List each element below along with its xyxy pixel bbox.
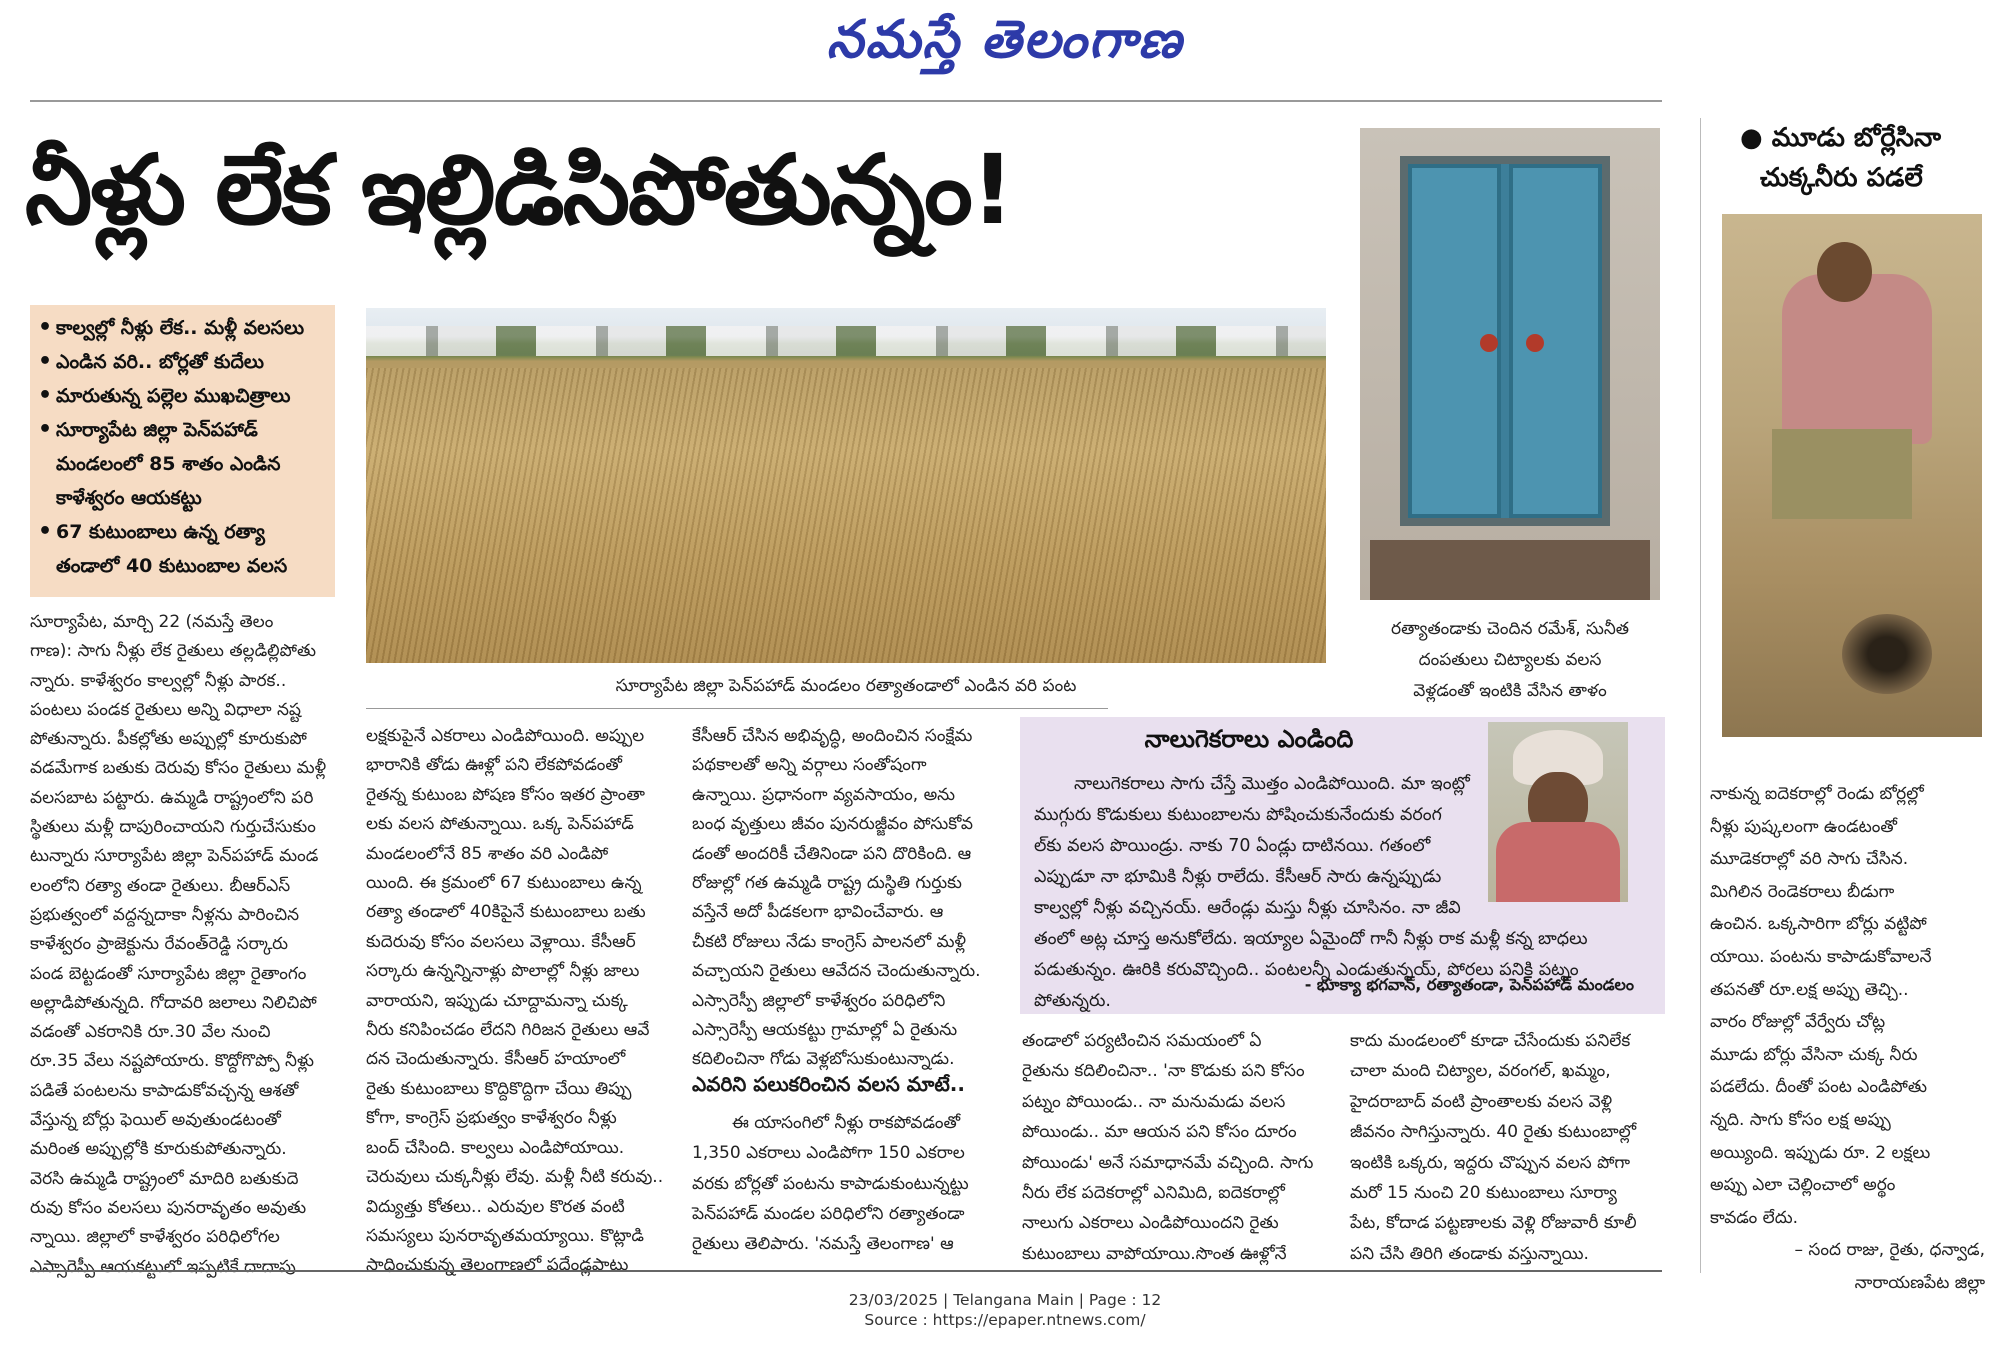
bottom-divider <box>30 1270 1662 1272</box>
sidebar-credit: నారాయణపేట జిల్లా <box>1854 1272 1985 1293</box>
article-column-4: తండాలో పర్యటించిన సమయంలో ఏ రైతును కదిలించినా.. 'నా కొడుకు పని కోసం పట్నం పోయిండు.. నా మనుమడు వలస పోయిండు.. మా ఆయన పని కోసం దూరం పోయిండు' అనే సమాధానమే వచ్చింది. సాగు నీరు లేక పదెకరాల్లో ఎనిమిది, ఐదెకరాల్లో నాలుగు ఎకరాలు ఎండిపోయిందని రైతు కుటుంబాలు వాపోయాయి.సొంత ఊళ్లోనే <box>1022 1031 1314 1264</box>
elderly-farmer-photo <box>1488 722 1628 902</box>
sidebar-heading: ● మూడు బోర్లేసినా చుక్కనీరు పడలే <box>1740 123 1942 193</box>
article-column-1: సూర్యాపేట, మార్చి 22 (నమస్తే తెలం గాణ): సాగు నీళ్లు లేక రైతులు తల్లడిల్లిపోతు న్నారు. కాళేశ్వరం కాల్వల్లో నీళ్లు పారక.. పంటలు పండక రైతులు అన్ని విధాలా నష్ట పోతున్నారు. పీకల్లోతు అప్పుల్లో కూరుకుపో వడమేగాక బతుకు దెరువు కోసం రైతులు మళ్లీ వలసబాట పట్టారు. ఉమ్మడి రాష్ట్రంలోని పరి స్థితులు మళ్లీ దాపురించాయని గుర్తుచేసుకుం టున్నారు సూర్యాపేట జిల్లా పెన్‌పహాడ్ మండ లంలోని రత్యా తండా రైతులు. బీఆర్‌ఎస్ ప్రభుత్వంలో వద్దన్నదాకా నీళ్లను పారించిన కాళేశ్వరం ప్రాజెక్టును రేవంత్‌రెడ్డి సర్కారు పండ బెట్టడంతో సూర్యాపేట జిల్లా రైతాంగం అల్లాడిపోతున్నది. గోదావరి జలాలు నిలిచిపో వడంతో ఎకరానికి రూ.30 వేల నుంచి రూ.35 వేలు నష్టపోయారు. కొద్దోగొప్పో నీళ్లు పడితే పంటలను కాపాడుకోవచ్చన్న ఆశతో వేస్తున్న బోర్లు ఫెయిల్ అవుతుండటంతో మరింత అప్పుల్లోకి కూరుకుపోతున్నారు. వెరసి ఉమ్మడి రాష్ట్రంలో మాదిరి బతుకుదె రువు కోసం వలసలు పునరావృతం అవుతు న్నాయి. జిల్లాలో కాళేశ్వరం పరిధిలోగల ఎస్సారెస్పీ ఆయకట్టులో ఇప్పటికే దాదాపు <box>30 612 327 1277</box>
top-divider <box>30 100 1662 102</box>
door-photo-caption: రత్యాతండాకు చెందిన రమేశ్, సునీత దంపతులు చిట్యాలకు వలస వెళ్లడంతో ఇంటికి వేసిన తాళం <box>1391 619 1629 701</box>
footer-source-link[interactable]: Source : https://epaper.ntnews.com/ <box>864 1311 1146 1329</box>
farmer-at-borewell-photo <box>1722 214 1982 737</box>
caption-rule <box>366 708 1108 709</box>
quote-box-title: నాలుగెకరాలు ఎండింది <box>1144 725 1354 753</box>
article-column-3: కేసీఆర్ చేసిన అభివృద్ధి, అందించిన సంక్షేమ పథకాలతో అన్ని వర్గాలు సంతోషంగా ఉన్నాయి. ప్రధానంగా వ్యవసాయం, అను బంధ వృత్తులు జీవం పునరుజ్జీవం పోసుకోవ డంతో అందరికీ చేతినిండా పని దొరికింది. ఆ రోజుల్లో గత ఉమ్మడి రాష్ట్ర దుస్థితి గుర్తుకు వస్తేనే అదో పీడకలగా భావించేవారు. ఆ చీకటి రోజులు నేడు కాంగ్రెస్ పాలనలో మళ్లీ వచ్చాయని రైతులు ఆవేదన చెందుతున్నారు. ఎస్సారెస్పీ జిల్లాలో కాళేశ్వరం పరిధిలోని ఎస్సారెస్పీ ఆయకట్టు గ్రామాల్లో ఏ రైతును కదిలించినా గోడు వెళ్లబోసుకుంటున్నాడు. <box>692 726 981 1070</box>
article-column-5: కాదు మండలంలో కూడా చేసేందుకు పనిలేక చాలా మంది చిట్యాల, వరంగల్, ఖమ్మం, హైదరాబాద్ వంటి ప్రాంతాలకు వలస వెళ్లి జీవనం సాగిస్తున్నారు. 40 రైతు కుటుంబాల్లో ఇంటికి ఒక్కరు, ఇద్దరు చొప్పున వలస పోగా మరో 15 నుంచి 20 కుటుంబాలు సూర్యా పేట, కోదాడ పట్టణాలకు వెళ్లి రోజువారీ కూలీ పని చేసి తిరిగి తండాకు వస్తున్నాయి. <box>1350 1031 1637 1264</box>
highlights-box <box>30 305 335 597</box>
highlight-item: • 67 కుటుంబాలు ఉన్న రత్యా తండాలో 40 కుటుంబాల వలస <box>36 515 329 583</box>
highlight-item: • సూర్యాపేట జిల్లా పెన్‌పహాడ్ మండలంలో 85 శాతం ఎండిన కాళేశ్వరం ఆయకట్టు <box>36 413 329 515</box>
field-photo-caption: సూర్యాపేట జిల్లా పెన్‌పహాడ్ మండలం రత్యాతండాలో ఎండిన వరి పంట <box>615 676 1077 696</box>
sidebar-credit: – సంద రాజు, రైతు, ధన్వాడ, <box>1794 1240 1985 1261</box>
column-subheading: ఎవరిని పలుకరించిన వలస మాటే.. <box>692 1072 966 1096</box>
sidebar-divider <box>1700 118 1701 1273</box>
highlight-item: • కాల్వల్లో నీళ్లు లేక.. మళ్లీ వలసలు <box>36 311 329 345</box>
article-column-3-cont: ఈ యాసంగిలో నీళ్లు రాకపోవడంతో 1,350 ఎకరాలు ఎండిపోగా 150 ఎకరాల వరకు బోర్లతో పంటను కాపాడుకుంటున్నట్టు పెన్‌పహాడ్ మండల పరిధిలోని రత్యాతండా రైతులు తెలిపారు. 'నమస్తే తెలంగాణ' ఆ <box>692 1113 969 1255</box>
sidebar-text: నాకున్న ఐదెకరాల్లో రెండు బోర్లల్లో నీళ్లు పుష్కలంగా ఉండటంతో మూడెకరాల్లో వరి సాగు చేసిన. మిగిలిన రెండెకరాలు బీడుగా ఉంచిన. ఒక్కసారిగా బోర్లు వట్టిపో యాయి. పంటను కాపాడుకోవాలనే తపనతో రూ.లక్ష అప్పు తెచ్చి.. వారం రోజుల్లో వేర్వేరు చోట్ల మూడు బోర్లు వేసినా చుక్క నీరు పడలేదు. దీంతో పంట ఎండిపోతు న్నది. సాగు కోసం లక్ష అప్పు అయ్యింది. ఇప్పుడు రూ. 2 లక్షలు అప్పు ఎలా చెల్లించాలో అర్థం కావడం లేదు. – సంద రాజు, రైతు, ధన్వాడ, నారాయణపేట జిల్లా <box>1710 778 2000 1300</box>
highlight-item: • మారుతున్న పల్లెల ముఖచిత్రాలు <box>36 379 329 413</box>
page-footer <box>0 1290 2010 1330</box>
footer-edition-info: 23/03/2025 | Telangana Main | Page : 12 <box>848 1291 1162 1309</box>
highlight-item: • ఎండిన వరి.. బోర్లతో కుదేలు <box>36 345 329 379</box>
locked-door-photo <box>1360 128 1660 600</box>
quote-box-text: నాలుగెకరాలు సాగు చేస్తే మొత్తం ఎండిపోయింది. మా ఇంట్లో ముగ్గురు కొడుకులు కుటుంబాలను పోషించుకునేందుకు వరంగ ల్‌కు వలస పొయిండ్రు. నాకు 70 ఏండ్లు దాటినయి. గతంలో ఎప్పుడూ నా భూమికి నీళ్లు రాలేదు. కేసీఆర్ సారు ఉన్నప్పుడు కాల్వల్లో నీళ్లు వచ్చినయ్. ఆరేండ్లు మస్తు నీళ్లు చూసినం. నా జీవి తంలో అట్ల చూస్త అనుకోలేదు. ఇయ్యాల ఏమైందో గానీ నీళ్లు రాక మళ్లీ కన్న బాధలు పడుతున్నం. ఊరికి కరువొచ్చింది.. పంటలన్నీ ఎండుతున్నయ్, పోరలు పనికి పట్నం పోతున్నరు. <box>1034 774 1588 1011</box>
masthead-logo: నమస్తే తెలంగాణ <box>826 10 1184 70</box>
dry-paddy-field-photo <box>366 308 1326 663</box>
article-column-2: లక్షకుపైనే ఎకరాలు ఎండిపోయింది. అప్పుల భారానికి తోడు ఊళ్లో పని లేకపోవడంతో రైతన్న కుటుంబ పోషణ కోసం ఇతర ప్రాంతా లకు వలస పోతున్నాయి. ఒక్క పెన్‌పహాడ్ మండలంలోనే 85 శాతం వరి ఎండిపో యింది. ఈ క్రమంలో 67 కుటుంబాలు ఉన్న రత్యా తండాలో 40కిపైనే కుటుంబాలు బతు కుదెరువు కోసం వలసలు వెళ్లాయి. కేసీఆర్ సర్కారు ఉన్నన్నినాళ్లు పొలాల్లో నీళ్లు జాలు వారాయని, ఇప్పుడు చూద్దామన్నా చుక్క నీరు కనిపించడం లేదని గిరిజన రైతులు ఆవే దన చెందుతున్నారు. కేసీఆర్ హయాంలో రైతు కుటుంబాలు కొద్దికొద్దిగా చేయి తిప్పు కోగా, కాంగ్రెస్ ప్రభుత్వం కాళేశ్వరం నీళ్లు బంద్ చేసింది. కాల్వలు ఎండిపోయాయి. చెరువులు చుక్కనీళ్లు లేవు. మళ్లీ నీటి కరువు.. విద్యుత్తు కోతలు.. ఎరువుల కొరత వంటి సమస్యలు పునరావృతమయ్యాయి. కొట్లాడి సాధించుకున్న తెలంగాణలో పదేండ్లపాటు <box>366 726 664 1276</box>
page-headline: నీళ్లు లేక ఇల్లిడిసిపోతున్నం! <box>25 134 1013 246</box>
quote-box-credit: - భూక్యా భగవాన్, రత్యాతండా, పెన్‌పహాడ్ మండలం <box>1304 975 1634 994</box>
